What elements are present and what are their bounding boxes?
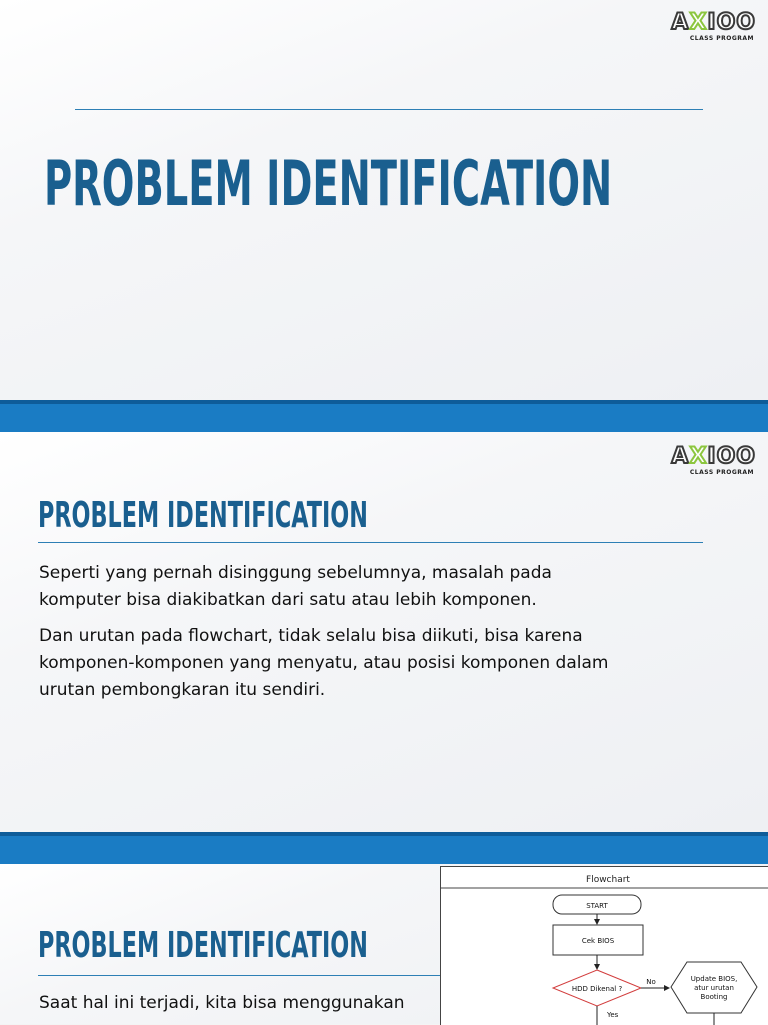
- slide-2-body: [39, 560, 639, 713]
- flowchart-diagram: [441, 867, 768, 1025]
- title-divider: [38, 975, 440, 976]
- slide-2-paragraph: Seperti yang pernah disinggung sebelumnya, masalah pada komputer bisa diakibatkan dari satu atau lebih komponen.: [39, 563, 552, 610]
- slide-1-title: PROBLEM IDENTIFICATION: [44, 147, 613, 220]
- title-divider: [38, 542, 703, 543]
- slide-3-paragraph: Saat hal ini terjadi, kita bisa menggunakan: [39, 993, 405, 1013]
- flowchart-process-label: Cek BIOS: [581, 937, 615, 945]
- title-divider: [75, 109, 703, 110]
- slide-2-title: PROBLEM IDENTIFICATION: [38, 495, 368, 536]
- logo-subtitle: CLASS PROGRAM: [689, 469, 754, 476]
- flowchart-yes-label: Yes: [607, 1011, 619, 1019]
- flowchart-no-label: No: [646, 978, 656, 986]
- logo-subtitle: CLASS PROGRAM: [689, 35, 754, 42]
- flowchart-decision-label: HDD Dikenal ?: [571, 985, 623, 993]
- flowchart-panel: [440, 866, 768, 1025]
- flowchart-action-line: Update BIOS,: [690, 975, 738, 983]
- slide-1-bottom-band: [0, 400, 768, 432]
- logo-wordmark: AXIOO: [671, 444, 756, 469]
- slide-2-bottom-band: [0, 832, 768, 864]
- logo-wordmark: AXIOO: [671, 10, 756, 35]
- flowchart-action-line: Booting: [700, 993, 728, 1001]
- slide-3-body: [39, 990, 439, 1024]
- slide-2: [0, 432, 768, 832]
- flowchart-title: Flowchart: [586, 875, 630, 885]
- slide-1: [0, 0, 768, 400]
- slide-3-title: PROBLEM IDENTIFICATION: [38, 925, 368, 966]
- axioo-logo: [671, 446, 756, 476]
- axioo-logo: [671, 12, 756, 42]
- flowchart-action-line: atur urutan: [694, 984, 734, 992]
- slide-2-paragraph: Dan urutan pada flowchart, tidak selalu bisa diikuti, bisa karena komponen-komponen yang menyatu, atau posisi komponen dalam urutan pembongkaran itu sendiri.: [39, 626, 609, 700]
- flowchart-start-label: START: [586, 902, 608, 910]
